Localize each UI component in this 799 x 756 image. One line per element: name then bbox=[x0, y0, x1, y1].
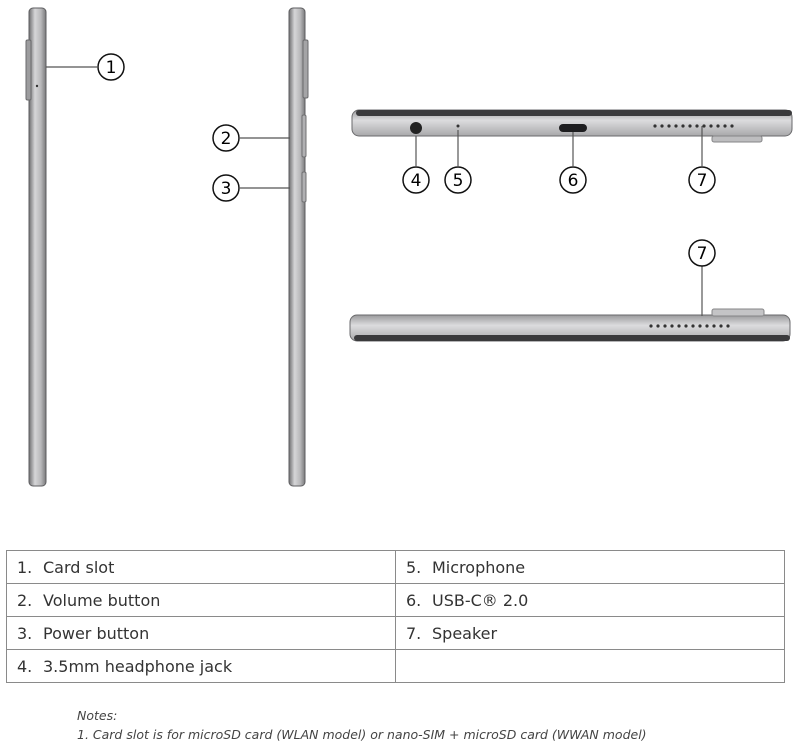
legend-label: Speaker bbox=[432, 623, 498, 643]
svg-text:4: 4 bbox=[410, 171, 422, 191]
svg-text:5: 5 bbox=[452, 171, 464, 191]
legend-row bbox=[7, 584, 785, 617]
note-item: 1. Card slot is for microSD card (WLAN model) or nano-SIM + microSD card (WWAN model) bbox=[77, 727, 647, 742]
svg-text:6: 6 bbox=[567, 171, 579, 191]
legend-cell: 7. Speaker bbox=[396, 617, 785, 650]
legend-label: USB-C® 2.0 bbox=[432, 590, 529, 610]
callout-1 bbox=[98, 54, 124, 80]
usb-c-port-icon bbox=[559, 124, 587, 132]
callout-7 bbox=[689, 167, 715, 193]
microphone-hole-icon bbox=[457, 125, 460, 128]
svg-text:1: 1 bbox=[105, 58, 117, 78]
svg-text:7: 7 bbox=[696, 244, 708, 264]
callout-2 bbox=[213, 125, 239, 151]
legend-label: Microphone bbox=[432, 557, 526, 577]
notes bbox=[77, 706, 647, 744]
legend-label: Card slot bbox=[43, 557, 115, 577]
legend-table bbox=[6, 550, 785, 683]
callout-5 bbox=[445, 167, 471, 193]
legend-label: Power button bbox=[43, 623, 150, 643]
svg-text:3: 3 bbox=[220, 179, 232, 199]
notes-heading: Notes: bbox=[77, 708, 118, 723]
legend-cell: 4. 3.5mm headphone jack bbox=[7, 650, 396, 683]
legend-row bbox=[7, 650, 785, 683]
svg-text:7: 7 bbox=[696, 171, 708, 191]
legend-row bbox=[7, 617, 785, 650]
callout-7-top bbox=[689, 240, 715, 266]
legend-label: Volume button bbox=[43, 590, 161, 610]
callout-3 bbox=[213, 175, 239, 201]
headphone-jack-icon bbox=[410, 122, 422, 134]
tablet-right-side-view bbox=[289, 8, 308, 486]
legend-cell: 1. Card slot bbox=[7, 551, 396, 584]
tablet-top-edge-view bbox=[350, 309, 790, 341]
legend-cell: 6. USB-C® 2.0 bbox=[396, 584, 785, 617]
legend-cell: 5. Microphone bbox=[396, 551, 785, 584]
leader-lines bbox=[46, 67, 702, 316]
callout-6 bbox=[560, 167, 586, 193]
tablet-bottom-edge-view bbox=[352, 110, 792, 142]
legend-cell: 3. Power button bbox=[7, 617, 396, 650]
callout-4 bbox=[403, 167, 429, 193]
legend-cell: 2. Volume button bbox=[7, 584, 396, 617]
legend-row bbox=[7, 551, 785, 584]
legend-cell-empty bbox=[396, 650, 785, 683]
tablet-left-side-view bbox=[26, 8, 46, 486]
legend-label: 3.5mm headphone jack bbox=[43, 656, 233, 676]
svg-text:2: 2 bbox=[220, 129, 232, 149]
